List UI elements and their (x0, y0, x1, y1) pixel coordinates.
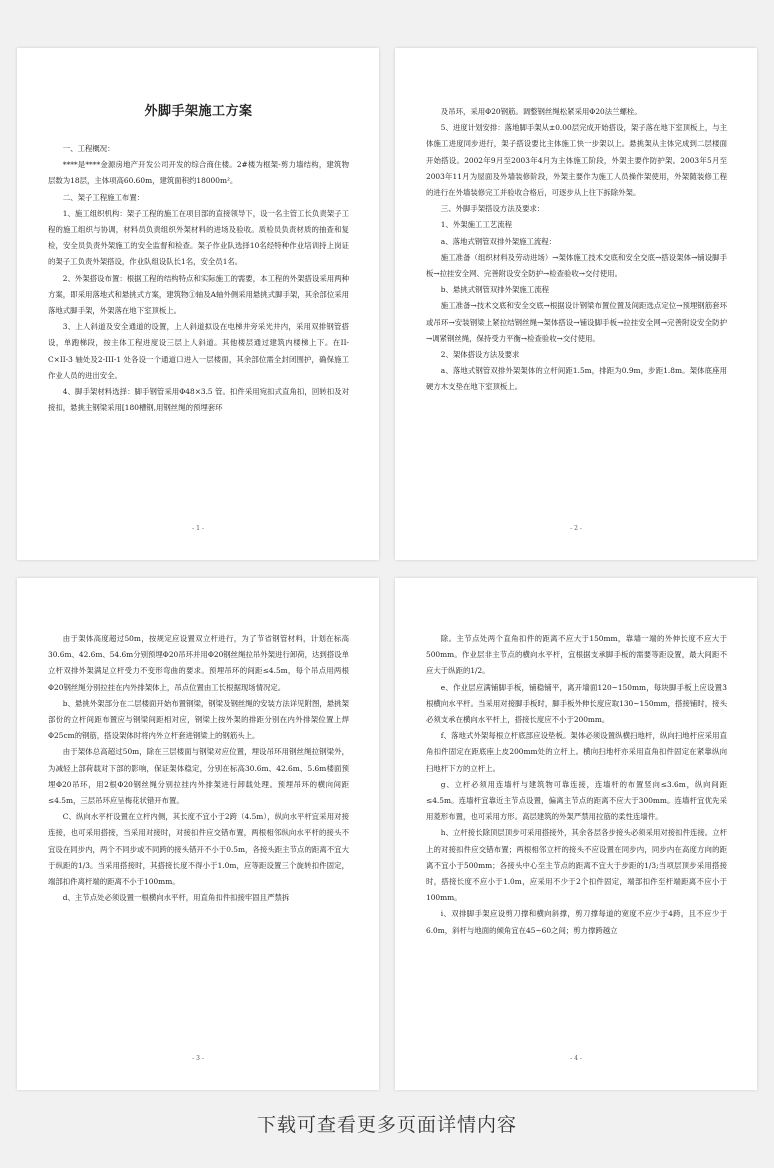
document-page-1 (17, 48, 379, 560)
page-number: - 1 - (192, 525, 204, 532)
document-page-4 (395, 578, 757, 1090)
paragraph: 1、施工组织机构：架子工程的施工在项目部的直接领导下，设一名主管工长负责架子工程的施工组织与协调，材料员负责组织外架材料的进场及验收。质检员负责材质的抽查和复检，安全员负责外架施工的安全监督和检查。架子作业队选择10名经特种作业培训持上岗证的架子工负责外架搭设，作业队组设队长1名，安全员1名。 (48, 208, 349, 267)
paragraph: b、悬挑式钢管双排外架施工流程 (440, 285, 549, 295)
paragraph: 除。主节点处两个直角扣件的距离不应大于150mm，靠墙一端的外伸长度不应大于500mm。作业层非主节点的横向水平杆，宜根据支承脚手板的需要等距设置，最大间距不应大于纵距的1/2。 (426, 634, 727, 676)
paragraph: 2、架体搭设方法及要求 (440, 350, 520, 360)
document-page-2 (395, 48, 757, 560)
paragraph: f、落地式外架每根立杆底部应设垫板。架体必须设置纵横扫地杆，纵向扫地杆应采用直角扣件固定在距底座上皮200mm处的立杆上。横向扫地杆亦采用直角扣件固定在紧靠纵向扫地杆下方的立杆上。 (426, 731, 727, 773)
paragraph: a、落地式钢管双排外架施工流程： (440, 236, 557, 246)
paragraph: 二、架子工程施工布置： (62, 192, 145, 202)
page-number: - 4 - (570, 1055, 582, 1062)
paragraph: C、纵向水平杆设置在立杆内侧，其长度不宜小于2跨（4.5m），纵向水平杆宜采用对接连接，也可采用搭接，当采用对接时，对接扣件应交错布置，两根相邻纵向水平杆的接头不宜设在同步内，两个不同步或不同跨的接头错开不小于0.5m，各接头距主节点的距离不宜大于纵距的1/3。当采用搭接时，其搭接长度不得小于1.0m，应等距设置三个旋转扣件固定，端部扣件离杆端的距离不小于100mm。 (48, 812, 349, 887)
paragraph: 由于架体高度超过50m，按规定应设置双立杆进行，为了节省钢管材料，计划在标高30.6m、42.6m、54.6m分别预埋Φ20吊环并用Φ20钢丝绳拉吊外架进行卸荷，达到搭设单立杆双排外架满足立杆受力不变形弯曲的要求。预埋吊环的间距≤4.5m，每个吊点用两根Φ20钢丝绳分别拉挂在内外排架体上，吊点位置由工长根据现场情况定。 (48, 634, 349, 692)
paragraph: b、悬挑外架部分在二层楼面开始布置钢梁，钢梁及钢丝绳的安装方法详见附图，悬挑架部份的立杆间距布置应与钢梁间距相对应，钢梁上按外架的排距分别在内外排架位置上焊Φ25cm的钢筋，搭设架体时将内外立杆套进钢梁上的钢筋头上。 (48, 698, 349, 741)
paragraph: 施工准备→技术交底和安全交底→根据设计钢梁布置位置及间距选点定位→预埋钢筋套环或吊环→安装钢梁上紧拉结钢丝绳→架体搭设→铺设脚手板→拉挂安全网→完善附设安全防护→调紧钢丝绳，保持受力平衡→检查验收→交付使用。 (426, 301, 727, 343)
paragraph: 3、上人斜道及安全通道的设置，上人斜道拟设在电梯井旁采光井内，采用双排钢管搭设，单跑梯段，按主体工程进度设三层上人斜道。其他楼层通过建筑内楼梯上下。在II-C×II-3 轴处及2-III-1 处各设一个通道口进入一层楼面，其余部位需全封闭围护，确保施工作业人员的进出安全。 (48, 322, 349, 380)
paragraph: 三、外脚手架搭设方法及要求： (440, 204, 545, 214)
document-title: 外脚手架施工方案 (144, 104, 253, 119)
paragraph: ****是****金源房地产开发公司开发的综合商住楼。2#楼为框架-剪力墙结构，建筑物层数为18层，主体项高60.60m，建筑面积约18000m²。 (48, 160, 349, 186)
paragraph: 5、进度计划安排：落地脚手架从±0.00层完成开始搭设，架子落在地下室顶板上，与主体施工进度同步进行，架子搭设要比主体施工快一步架以上。悬挑架从主体完成到二层楼面开始搭设。2002年9月至2003年4月为主体施工阶段，外架主要作防护架。2003年5月至2003年11月为屋面及外墙装修阶段，外架主要作为施工人员操作架使用，外架随装修工程的进行在外墙装修完工并验收合格后，可逐步从上往下拆除外架。 (426, 123, 727, 198)
paragraph: e、作业层应满铺脚手板，铺稳铺平，离开墙面120~150mm，每块脚手板上应设置3根横向水平杆。当采用对接脚手板时，脚手板外伸长度应取130~150mm，搭接铺时，接头必须支承在横向水平杆上，搭接长度应不小于200mm。 (426, 682, 727, 725)
document-page-3 (17, 578, 379, 1090)
paragraph: d、主节点处必须设置一根横向水平杆，用直角扣件扣接牢固且严禁拆 (62, 893, 290, 903)
paragraph: i、双排脚手架应设剪刀撑和横向斜撑，剪刀撑每道的宽度不应少于4跨，且不应少于6.0m，斜杆与地面的倾角宜在45~60之间；剪力撑跨越立 (426, 909, 727, 935)
download-more-link[interactable]: 下载可查看更多页面详情内容 (256, 1114, 517, 1136)
paragraph: h、立杆接长除顶层顶步可采用搭接外，其余各层各步接头必须采用对接扣件连接。立杆上的对接扣件应交错布置；两根相邻立杆的接头不应设置在同步内，同步内在高度方向的距离不宜小于500mm；各接头中心至主节点的距离不宜大于步距的1/3;当项层顶步采用搭接时，搭接长度不应小于1.0m，应采用不少于2个扣件固定，端部扣件至杆端距离不应小于100mm。 (426, 828, 727, 903)
paragraph: g、立杆必须用连墙杆与建筑物可靠连接，连墙杆的布置竖向≤3.6m，纵向间距≤4.5m。连墙杆宜靠近主节点设置，偏离主节点的距离不应大于300mm。连墙杆宜优先采用菱形布置，也可采用方形。高层建筑的外架严禁用拉筋的柔性连墙件。 (426, 779, 727, 822)
paragraph: a、落地式钢管双排外架架体的立杆间距1.5m，排距为0.9m，步距1.8m。架体底座用硬方木支垫在地下室顶板上。 (426, 366, 727, 392)
paragraph: 及吊环，采用Φ20钢筋。调整钢丝绳松紧采用Φ20法兰螺栓。 (440, 107, 642, 116)
paragraph: 施工准备（组织材料及劳动进场）→架体施工技术交底和安全交底→搭设架体→铺设脚手板→拉挂安全网、完善附设安全防护→检查验收→交付使用。 (426, 252, 727, 279)
paragraph: 4、脚手架材料选择：脚手钢管采用Φ48×3.5 管。扣件采用宛扣式直角扣，回转扣及对接扣，悬挑主钢梁采用[180槽钢,用钢丝绳的预埋套环 (48, 387, 349, 413)
paragraph: 一、工程概况： (62, 144, 115, 153)
paragraph: 2、外架搭设布置：根据工程的结构特点和实际施工的需要，本工程的外架搭设采用两种方案，即采用落地式和悬挑式方案，建筑物①轴及A轴外侧采用悬挑式脚手架，其余部位采用落地式脚手架，外架落在地下室顶板上。 (48, 273, 349, 316)
page-number: - 2 - (570, 525, 582, 532)
paragraph: 由于架体总高超过50m，除在三层楼面与钢梁对应位置，埋设吊环用钢丝绳拉钢梁外，为减轻上部荷载对下部的影响，保证架体稳定，分别在标高30.6m、42.6m、5.6m楼面预埋Φ20吊环，用2根Φ20钢丝绳分别拉挂内外排架进行卸载处理。预埋吊环的横向间距≤4.5m，三层吊环应呈梅花状错开布置。 (48, 747, 349, 806)
page-number: - 3 - (192, 1055, 204, 1062)
paragraph: 1、外架施工工艺流程 (440, 220, 513, 230)
